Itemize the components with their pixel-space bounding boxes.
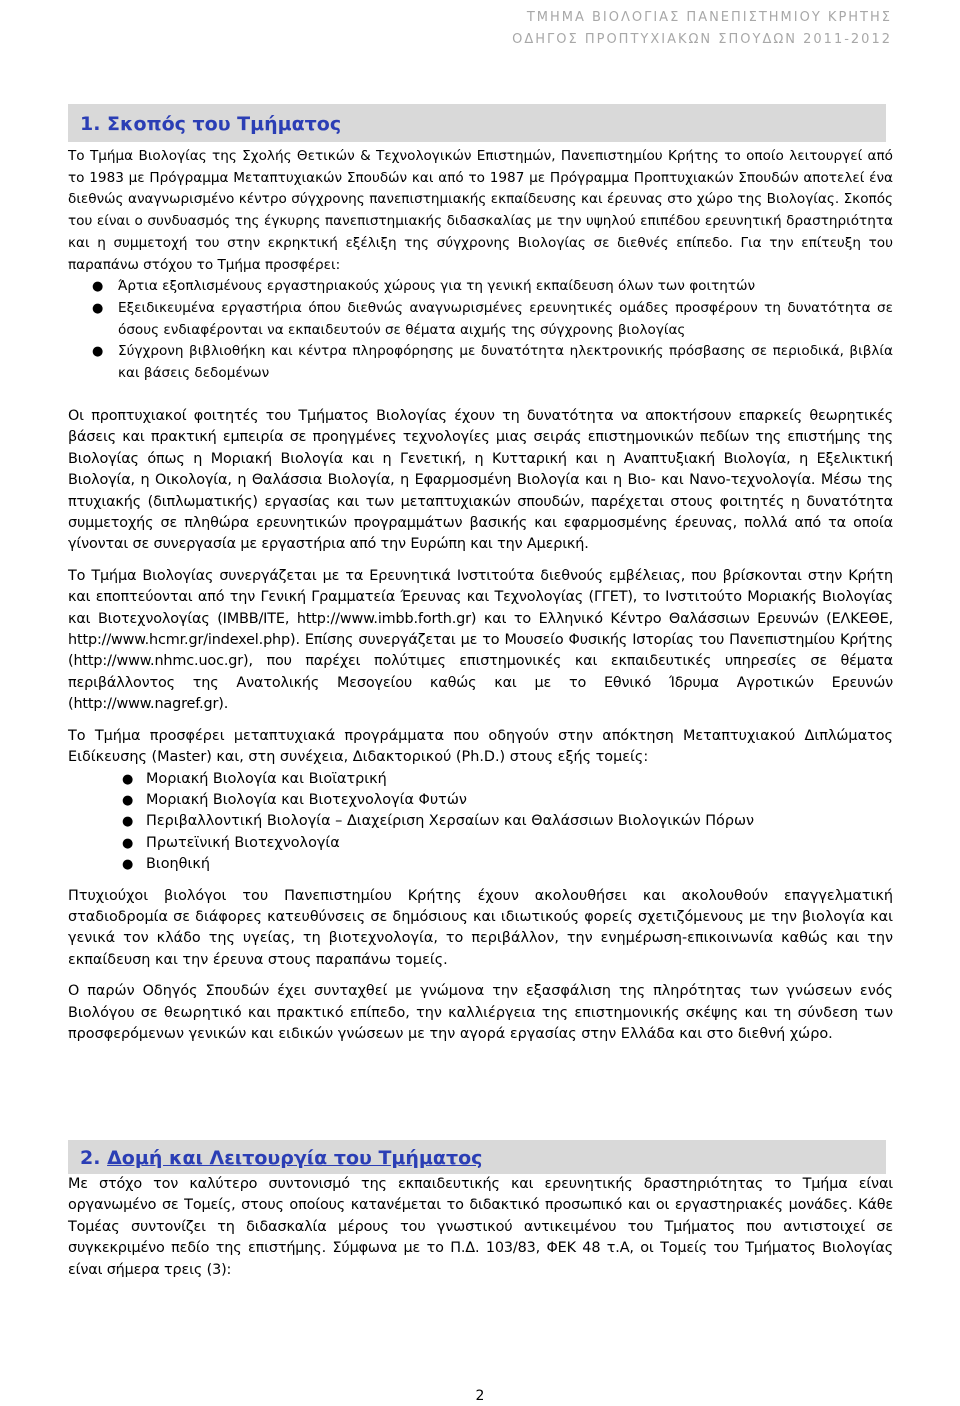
list-item [68, 833, 893, 854]
paragraph-careers: Πτυχιούχοι βιολόγοι του Πανεπιστημίου Κρήτης έχουν ακολουθήσει και ακολουθούν επαγγελματική σταδιοδρομία σε διάφορες κατευθύνσεις σε δημόσιους και ιδιωτικούς φορείς σχετιζόμενους με την βιολογία και γενικά τον κλάδο της υγείας, τη βιοτεχνολογία, το περιβάλλον, την ενημέρωση-επικοινωνία καθώς και την εκπαίδευση και την έρευνα στους παραπάνω τομείς. [68, 887, 893, 968]
bullet-icon: ● [92, 344, 104, 360]
list-item [68, 276, 893, 298]
bullet-icon: ● [122, 857, 134, 873]
list-item [68, 341, 893, 384]
list-item-text: Πρωτεϊνική Βιοτεχνολογία [146, 834, 340, 851]
list-item-text: Εξειδικευμένα εργαστήρια όπου διεθνώς αναγνωρισμένες ερευνητικές ομάδες προσφέρουν τη δυνατότητα σε όσους ενδιαφέρονται να εκπαιδευτούν σε θέματα αιχμής της σύγχρονης βιολογίας [118, 299, 893, 338]
page-number: 2 [475, 1388, 485, 1404]
paragraph-intro: Το Τμήμα Βιολογίας της Σχολής Θετικών & Τεχνολογικών Επιστημών, Πανεπιστημίου Κρήτης το οποίο λειτουργεί από το 1983 με Πρόγραμμα Μεταπτυχιακών Σπουδών και από το 1987 με Πρόγραμμα Προπτυχιακών Σπουδών αποτελεί ένα διεθνώς αναγνωρισμένο κέντρο σύγχρονης πανεπιστημιακής εκπαίδευσης και έρευνας στο χώρο της Βιολογίας. Σκοπός του είναι ο συνδυασμός της έγκυρης πανεπιστημιακής διδασκαλίας με την υψηλού επιπέδου ερευνητική δραστηριότητα και η συμμετοχή του στην εκρηκτική εξέλιξη της σύγχρονης Βιολογίας σε διεθνές επίπεδο. Για την επίτευξη του παραπάνω στόχου το Τμήμα προσφέρει: [68, 148, 893, 273]
bullet-icon: ● [122, 814, 134, 830]
list-item-text: Περιβαλλοντική Βιολογία – Διαχείριση Χερσαίων και Θαλάσσιων Βιολογικών Πόρων [146, 813, 755, 830]
list-item-text: Βιοηθική [146, 856, 210, 873]
section-body-purpose [68, 146, 893, 385]
list-item [68, 298, 893, 341]
section-heading-purpose: 1. Σκοπός του Τμήματος [68, 104, 886, 142]
bullet-icon: ● [122, 792, 134, 808]
paragraph-study-guide: Ο παρών Οδηγός Σπουδών έχει συνταχθεί με γνώμονα την εξασφάλιση της πληρότητας των γνώσεων ενός Βιολόγου σε θεωρητικό και πρακτικό επίπεδο, την καλλιέργεια της επιστημονικής σκέψης και τη σύνδεση των προσφερόμενων γενικών και ειδικών γνώσεων με την αγορά εργασίας στην Ελλάδα και στο διεθνή χώρο. [68, 983, 893, 1042]
bullet-icon: ● [92, 279, 104, 295]
paragraph-departments: Με στόχο τον καλύτερο συντονισμό της εκπαιδευτικής και ερευνητικής δραστηριότητας το Τμήμα είναι οργανωμένο σε Τομείς, στους οποίους κατανέμεται το διδακτικό προσωπικό και οι εργαστηριακές μονάδες. Κάθε Τομέας συντονίζει τη διδασκαλία μέρους του γνωστικού αντικειμένου του Τμήματος που αντιστοιχεί σε συγκεκριμένο πεδίο της επιστήμης. Σύμφωνα με το Π.Δ. 103/83, ΦΕΚ 48 τ.Α, οι Τομείς του Τμήματος Βιολογίας είναι σήμερα τρεις (3): [68, 1176, 893, 1278]
paragraph-collaborations: Το Τμήμα Βιολογίας συνεργάζεται με τα Ερευνητικά Ινστιτούτα διεθνούς εμβέλειας, που βρίσκονται στην Κρήτη και εποπτεύονται από την Γενική Γραμματεία Έρευνας και Τεχνολογίας (ΓΓΕΤ), το Ινστιτούτο Μοριακής Βιολογίας και Βιοτεχνολογίας (ΙΜΒΒ/ΙΤΕ, http://www.imbb.forth.gr) και το Ελληνικό Κέντρο Θαλάσσιων Ερευνών (ΕΛΚΕΘΕ, http://www.hcmr.gr/indexel.php). Επίσης συνεργάζεται με το Μουσείο Φυσικής Ιστορίας του Πανεπιστημίου Κρήτης (http://www.nhmc.uoc.gr), που παρέχει πολύτιμες επιστημονικές και εκπαιδευτικές υπηρεσίες σε θέματα περιβάλλοντος της Ανατολικής Μεσογείου καθώς και με το Εθνικό Ίδρυμα Αγροτικών Ερευνών (http://www.nagref.gr). [68, 567, 893, 713]
list-item [68, 854, 893, 875]
list-item-text: Άρτια εξοπλισμένους εργαστηριακούς χώρους για τη γενική εκπαίδευση όλων των φοιτητών [118, 278, 756, 295]
facilities-list [68, 276, 893, 385]
list-item [68, 769, 893, 790]
list-item-text: Σύγχρονη βιβλιοθήκη και κέντρα πληροφόρησης με δυνατότητα ηλεκτρονικής πρόσβασης σε περιοδικά, βιβλία και βάσεις δεδομένων [118, 343, 893, 382]
running-header-department: ΤΜΗΜΑ ΒΙΟΛΟΓΙΑΣ ΠΑΝΕΠΙΣΤΗΜΙΟΥ ΚΡΗΤΗΣ [526, 10, 892, 25]
section-body-structure [68, 1174, 893, 1281]
bullet-icon: ● [92, 300, 104, 316]
section-number: 2. [80, 1147, 101, 1169]
list-item [68, 811, 893, 832]
list-item-text: Μοριακή Βιολογία και Βιοϊατρική [146, 770, 387, 787]
paragraph-students: Οι προπτυχιακοί φοιτητές του Τμήματος Βιολογίας έχουν τη δυνατότητα να αποκτήσουν επαρκείς θεωρητικές βάσεις και πρακτική εμπειρία σε προηγμένες τεχνολογίες μιας σειράς επιστημονικών πεδίων της επιστήμης της Βιολογίας όπως η Μοριακή Βιολογία και η Γενετική, η Κυτταρική και η Αναπτυξιακή Βιολογία, η Εξελικτική Βιολογία, η Οικολογία, η Θαλάσσια Βιολογία, η Εφαρμοσμένη Βιολογία και η Βιο- και Νανο-τεχνολογία. Μέσω της πτυχιακής (διπλωματικής) εργασίας και των μεταπτυχιακών σπουδών, παρέχεται στους φοιτητές η δυνατότητα συμμετοχής σε πληθώρα ερευνητικών προγραμμάτων βασικής και εφαρμοσμένης έρευνας, πολλά από τα οποία γίνονται σε συνεργασία με εργαστήρια από την Ευρώπη και την Αμερική. [68, 408, 893, 553]
bullet-icon: ● [122, 835, 134, 851]
section-title: Δομή και Λειτουργία του Τμήματος [107, 1147, 483, 1169]
section-body-purpose-continued [68, 406, 893, 1045]
list-item-text: Μοριακή Βιολογία και Βιοτεχνολογία Φυτών [146, 791, 467, 808]
running-header-guide: ΟΔΗΓΟΣ ΠΡΟΠΤΥΧΙΑΚΩΝ ΣΠΟΥΔΩΝ 2011-2012 [512, 32, 892, 47]
bullet-icon: ● [122, 771, 134, 787]
section-heading-structure [68, 1140, 886, 1174]
postgraduate-fields-list [68, 769, 893, 876]
list-item [68, 790, 893, 811]
paragraph-postgraduate: Το Τμήμα προσφέρει μεταπτυχιακά προγράμματα που οδηγούν στην απόκτηση Μεταπτυχιακού Διπλώματος Ειδίκευσης (Master) και, στη συνέχεια, Διδακτορικού (Ph.D.) στους εξής τομείς: [68, 727, 893, 766]
